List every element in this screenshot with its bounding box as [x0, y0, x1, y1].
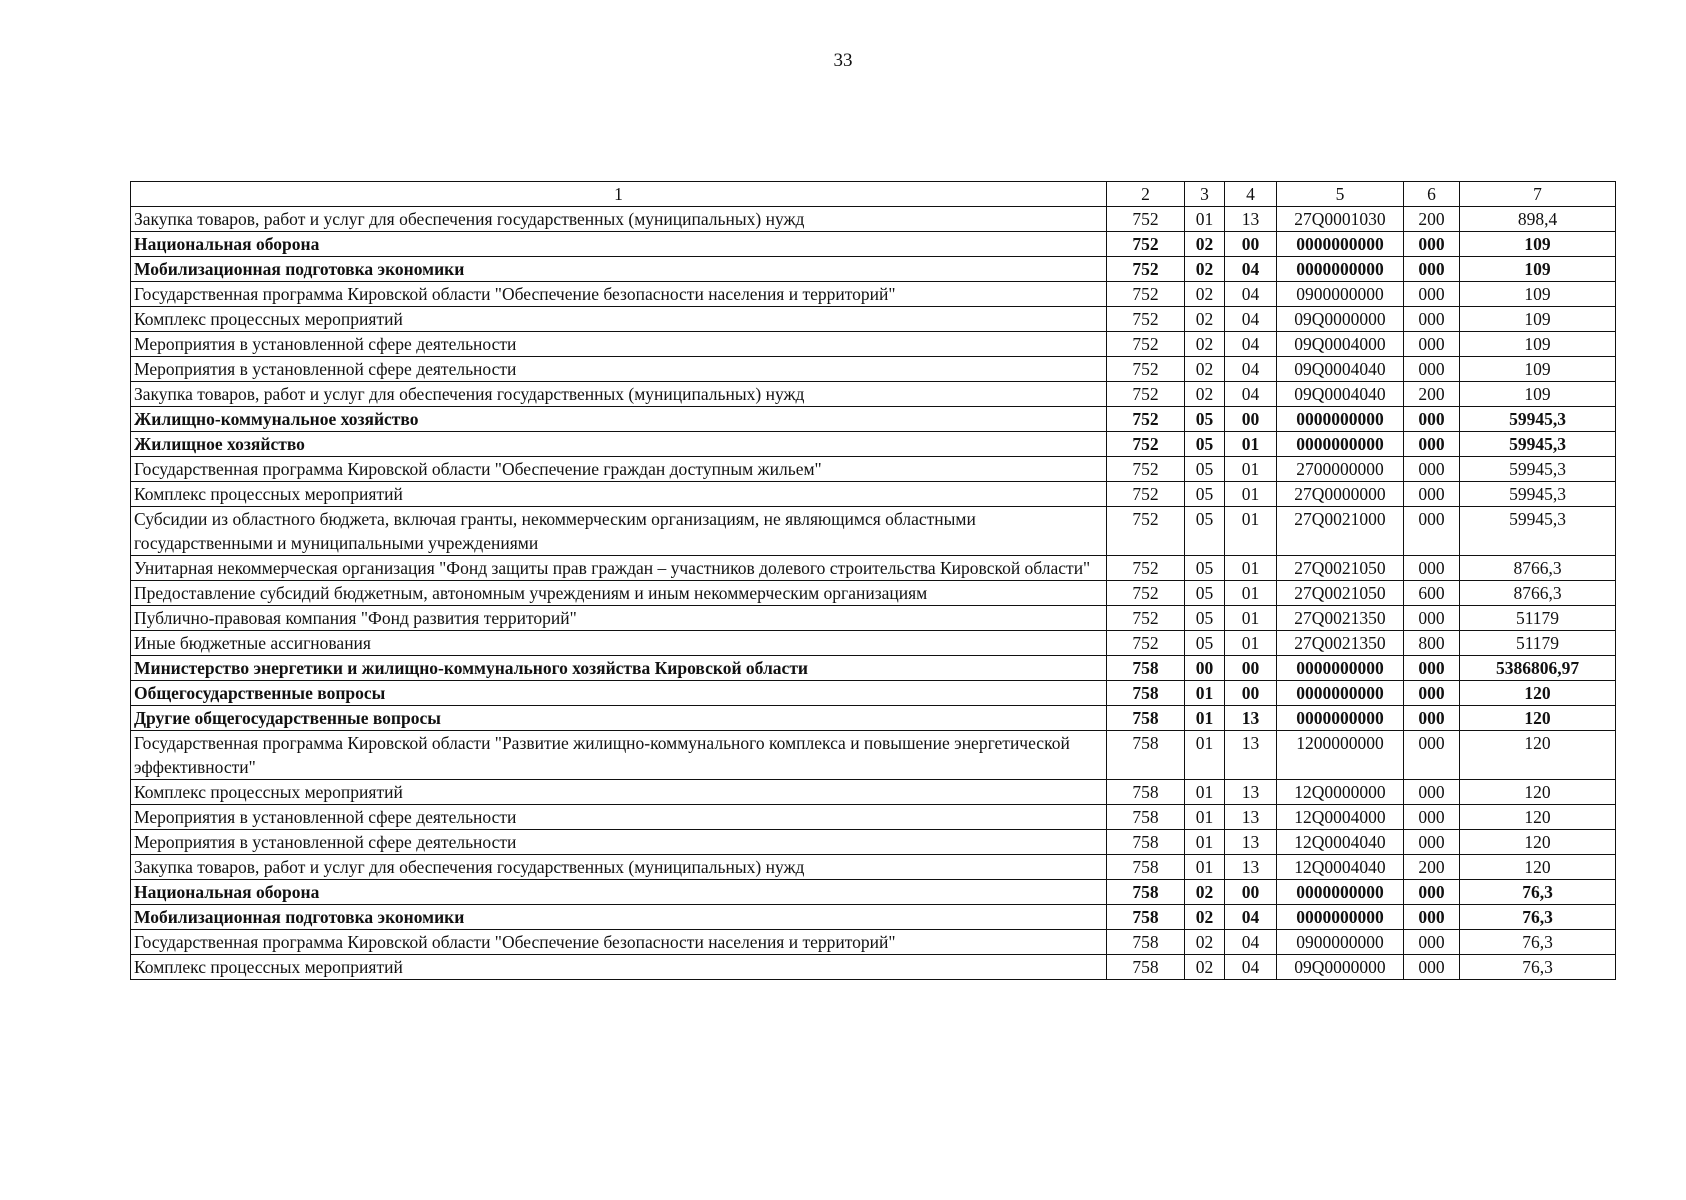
table-row	[131, 731, 1616, 780]
row-name-cell: Другие общегосударственные вопросы	[131, 706, 1107, 731]
row-amount-cell: 120	[1460, 855, 1616, 880]
row-target-cell: 12Q0000000	[1277, 780, 1404, 805]
row-subsection-cell: 00	[1225, 681, 1277, 706]
row-section-cell: 00	[1185, 656, 1225, 681]
row-subsection-cell: 01	[1225, 507, 1277, 556]
table-row	[131, 656, 1616, 681]
row-expense-type-cell: 000	[1404, 282, 1460, 307]
row-code-cell: 758	[1107, 731, 1185, 780]
table-row	[131, 805, 1616, 830]
table-row	[131, 955, 1616, 980]
row-section-cell: 01	[1185, 830, 1225, 855]
row-expense-type-cell: 000	[1404, 805, 1460, 830]
row-name-cell: Государственная программа Кировской области "Обеспечение граждан доступным жильем"	[131, 457, 1107, 482]
row-expense-type-cell: 000	[1404, 955, 1460, 980]
table-row	[131, 382, 1616, 407]
row-name-cell: Государственная программа Кировской области "Обеспечение безопасности населения и территорий"	[131, 930, 1107, 955]
row-amount-cell: 120	[1460, 706, 1616, 731]
row-section-cell: 05	[1185, 631, 1225, 656]
row-subsection-cell: 00	[1225, 232, 1277, 257]
row-subsection-cell: 01	[1225, 606, 1277, 631]
row-amount-cell: 120	[1460, 805, 1616, 830]
row-target-cell: 09Q0000000	[1277, 955, 1404, 980]
row-expense-type-cell: 000	[1404, 656, 1460, 681]
table-row	[131, 681, 1616, 706]
row-code-cell: 758	[1107, 706, 1185, 731]
row-target-cell: 27Q0021350	[1277, 631, 1404, 656]
row-code-cell: 752	[1107, 332, 1185, 357]
row-subsection-cell: 13	[1225, 830, 1277, 855]
row-expense-type-cell: 000	[1404, 357, 1460, 382]
row-section-cell: 01	[1185, 681, 1225, 706]
row-target-cell: 0000000000	[1277, 681, 1404, 706]
row-code-cell: 752	[1107, 556, 1185, 581]
row-amount-cell: 76,3	[1460, 930, 1616, 955]
row-code-cell: 758	[1107, 780, 1185, 805]
row-code-cell: 758	[1107, 681, 1185, 706]
row-subsection-cell: 13	[1225, 780, 1277, 805]
row-expense-type-cell: 000	[1404, 830, 1460, 855]
row-section-cell: 02	[1185, 905, 1225, 930]
row-subsection-cell: 01	[1225, 432, 1277, 457]
row-subsection-cell: 04	[1225, 307, 1277, 332]
row-name-cell: Общегосударственные вопросы	[131, 681, 1107, 706]
row-amount-cell: 109	[1460, 332, 1616, 357]
row-code-cell: 752	[1107, 631, 1185, 656]
row-subsection-cell: 13	[1225, 706, 1277, 731]
row-target-cell: 27Q0021050	[1277, 556, 1404, 581]
row-name-cell: Предоставление субсидий бюджетным, автономным учреждениям и иным некоммерческим организациям	[131, 581, 1107, 606]
row-target-cell: 09Q0004040	[1277, 357, 1404, 382]
row-section-cell: 01	[1185, 780, 1225, 805]
row-name-cell: Государственная программа Кировской области "Развитие жилищно-коммунального комплекса и повышение энергетической эффективности"	[131, 731, 1107, 780]
row-subsection-cell: 13	[1225, 805, 1277, 830]
row-name-cell: Национальная оборона	[131, 880, 1107, 905]
row-subsection-cell: 04	[1225, 257, 1277, 282]
row-name-cell: Закупка товаров, работ и услуг для обеспечения государственных (муниципальных) нужд	[131, 207, 1107, 232]
table-header-row	[131, 182, 1616, 207]
row-subsection-cell: 13	[1225, 855, 1277, 880]
row-section-cell: 05	[1185, 407, 1225, 432]
row-target-cell: 1200000000	[1277, 731, 1404, 780]
table-row	[131, 457, 1616, 482]
row-amount-cell: 109	[1460, 382, 1616, 407]
row-amount-cell: 120	[1460, 731, 1616, 780]
row-code-cell: 758	[1107, 955, 1185, 980]
page-number: 33	[833, 50, 853, 71]
row-name-cell: Государственная программа Кировской области "Обеспечение безопасности населения и территорий"	[131, 282, 1107, 307]
row-name-cell: Мобилизационная подготовка экономики	[131, 905, 1107, 930]
row-target-cell: 09Q0004040	[1277, 382, 1404, 407]
row-name-cell: Жилищно-коммунальное хозяйство	[131, 407, 1107, 432]
row-code-cell: 752	[1107, 382, 1185, 407]
column-header: 4	[1225, 182, 1277, 207]
row-expense-type-cell: 000	[1404, 257, 1460, 282]
row-amount-cell: 51179	[1460, 631, 1616, 656]
row-target-cell: 27Q0021350	[1277, 606, 1404, 631]
row-section-cell: 02	[1185, 307, 1225, 332]
row-section-cell: 02	[1185, 955, 1225, 980]
row-target-cell: 27Q0021000	[1277, 507, 1404, 556]
row-expense-type-cell: 800	[1404, 631, 1460, 656]
row-target-cell: 2700000000	[1277, 457, 1404, 482]
row-name-cell: Мероприятия в установленной сфере деятельности	[131, 332, 1107, 357]
row-section-cell: 02	[1185, 257, 1225, 282]
row-code-cell: 758	[1107, 855, 1185, 880]
row-subsection-cell: 01	[1225, 482, 1277, 507]
row-expense-type-cell: 000	[1404, 606, 1460, 631]
table-row	[131, 357, 1616, 382]
row-section-cell: 05	[1185, 457, 1225, 482]
row-expense-type-cell: 000	[1404, 407, 1460, 432]
row-section-cell: 05	[1185, 507, 1225, 556]
row-subsection-cell: 13	[1225, 731, 1277, 780]
row-subsection-cell: 04	[1225, 930, 1277, 955]
row-section-cell: 05	[1185, 482, 1225, 507]
row-target-cell: 09Q0000000	[1277, 307, 1404, 332]
row-subsection-cell: 04	[1225, 357, 1277, 382]
row-section-cell: 05	[1185, 581, 1225, 606]
row-code-cell: 752	[1107, 606, 1185, 631]
row-name-cell: Жилищное хозяйство	[131, 432, 1107, 457]
row-section-cell: 01	[1185, 706, 1225, 731]
row-expense-type-cell: 000	[1404, 432, 1460, 457]
column-header: 2	[1107, 182, 1185, 207]
row-expense-type-cell: 000	[1404, 556, 1460, 581]
row-expense-type-cell: 000	[1404, 930, 1460, 955]
row-amount-cell: 59945,3	[1460, 507, 1616, 556]
column-header: 3	[1185, 182, 1225, 207]
row-name-cell: Комплекс процессных мероприятий	[131, 955, 1107, 980]
row-target-cell: 0000000000	[1277, 232, 1404, 257]
row-subsection-cell: 00	[1225, 656, 1277, 681]
row-name-cell: Национальная оборона	[131, 232, 1107, 257]
row-section-cell: 05	[1185, 432, 1225, 457]
row-code-cell: 752	[1107, 207, 1185, 232]
column-header: 7	[1460, 182, 1616, 207]
row-amount-cell: 59945,3	[1460, 482, 1616, 507]
row-target-cell: 27Q0000000	[1277, 482, 1404, 507]
table-row	[131, 507, 1616, 556]
table-row	[131, 830, 1616, 855]
row-name-cell: Иные бюджетные ассигнования	[131, 631, 1107, 656]
row-name-cell: Мероприятия в установленной сфере деятельности	[131, 805, 1107, 830]
table-row	[131, 606, 1616, 631]
row-target-cell: 27Q0021050	[1277, 581, 1404, 606]
row-section-cell: 05	[1185, 606, 1225, 631]
row-subsection-cell: 13	[1225, 207, 1277, 232]
table-row	[131, 706, 1616, 731]
row-target-cell: 12Q0004000	[1277, 805, 1404, 830]
row-expense-type-cell: 000	[1404, 731, 1460, 780]
row-section-cell: 02	[1185, 232, 1225, 257]
row-expense-type-cell: 000	[1404, 482, 1460, 507]
row-amount-cell: 109	[1460, 357, 1616, 382]
row-code-cell: 752	[1107, 357, 1185, 382]
row-section-cell: 02	[1185, 332, 1225, 357]
table-row	[131, 482, 1616, 507]
row-code-cell: 758	[1107, 830, 1185, 855]
row-subsection-cell: 04	[1225, 955, 1277, 980]
row-amount-cell: 59945,3	[1460, 407, 1616, 432]
table-row	[131, 855, 1616, 880]
row-expense-type-cell: 600	[1404, 581, 1460, 606]
row-code-cell: 752	[1107, 257, 1185, 282]
table-row	[131, 307, 1616, 332]
row-section-cell: 02	[1185, 282, 1225, 307]
row-target-cell: 0000000000	[1277, 257, 1404, 282]
row-amount-cell: 109	[1460, 257, 1616, 282]
row-target-cell: 0000000000	[1277, 880, 1404, 905]
row-target-cell: 09Q0004000	[1277, 332, 1404, 357]
row-name-cell: Закупка товаров, работ и услуг для обеспечения государственных (муниципальных) нужд	[131, 382, 1107, 407]
row-code-cell: 752	[1107, 482, 1185, 507]
row-amount-cell: 51179	[1460, 606, 1616, 631]
row-name-cell: Публично-правовая компания "Фонд развития территорий"	[131, 606, 1107, 631]
budget-table	[130, 181, 1616, 980]
row-name-cell: Министерство энергетики и жилищно-коммунального хозяйства Кировской области	[131, 656, 1107, 681]
row-section-cell: 01	[1185, 855, 1225, 880]
row-code-cell: 758	[1107, 880, 1185, 905]
row-section-cell: 02	[1185, 357, 1225, 382]
row-expense-type-cell: 000	[1404, 780, 1460, 805]
row-name-cell: Субсидии из областного бюджета, включая гранты, некоммерческим организациям, не являющимся областными государственными и муниципальными учреждениями	[131, 507, 1107, 556]
table-row	[131, 631, 1616, 656]
row-section-cell: 01	[1185, 207, 1225, 232]
row-target-cell: 12Q0004040	[1277, 855, 1404, 880]
row-amount-cell: 76,3	[1460, 955, 1616, 980]
row-section-cell: 02	[1185, 930, 1225, 955]
row-expense-type-cell: 000	[1404, 457, 1460, 482]
row-name-cell: Комплекс процессных мероприятий	[131, 307, 1107, 332]
row-amount-cell: 5386806,97	[1460, 656, 1616, 681]
row-expense-type-cell: 200	[1404, 382, 1460, 407]
row-code-cell: 758	[1107, 805, 1185, 830]
table-row	[131, 257, 1616, 282]
row-section-cell: 01	[1185, 805, 1225, 830]
row-target-cell: 0000000000	[1277, 706, 1404, 731]
row-amount-cell: 8766,3	[1460, 556, 1616, 581]
row-subsection-cell: 01	[1225, 457, 1277, 482]
row-subsection-cell: 01	[1225, 631, 1277, 656]
row-expense-type-cell: 000	[1404, 706, 1460, 731]
row-target-cell: 27Q0001030	[1277, 207, 1404, 232]
table-row	[131, 556, 1616, 581]
row-subsection-cell: 00	[1225, 407, 1277, 432]
row-name-cell: Мероприятия в установленной сфере деятельности	[131, 357, 1107, 382]
row-code-cell: 752	[1107, 307, 1185, 332]
row-code-cell: 758	[1107, 656, 1185, 681]
row-target-cell: 0900000000	[1277, 282, 1404, 307]
row-amount-cell: 120	[1460, 780, 1616, 805]
row-name-cell: Мероприятия в установленной сфере деятельности	[131, 830, 1107, 855]
row-target-cell: 0000000000	[1277, 407, 1404, 432]
row-target-cell: 0000000000	[1277, 432, 1404, 457]
row-expense-type-cell: 000	[1404, 307, 1460, 332]
row-code-cell: 752	[1107, 282, 1185, 307]
row-subsection-cell: 04	[1225, 282, 1277, 307]
row-amount-cell: 120	[1460, 681, 1616, 706]
row-target-cell: 0000000000	[1277, 656, 1404, 681]
table-row	[131, 780, 1616, 805]
row-target-cell: 0900000000	[1277, 930, 1404, 955]
row-expense-type-cell: 200	[1404, 855, 1460, 880]
table-row	[131, 232, 1616, 257]
row-amount-cell: 120	[1460, 830, 1616, 855]
table-row	[131, 407, 1616, 432]
row-code-cell: 752	[1107, 407, 1185, 432]
row-name-cell: Унитарная некоммерческая организация "Фонд защиты прав граждан – участников долевого строительства Кировской области"	[131, 556, 1107, 581]
row-amount-cell: 898,4	[1460, 207, 1616, 232]
row-target-cell: 0000000000	[1277, 905, 1404, 930]
table-row	[131, 207, 1616, 232]
row-amount-cell: 59945,3	[1460, 432, 1616, 457]
row-expense-type-cell: 000	[1404, 905, 1460, 930]
row-expense-type-cell: 000	[1404, 681, 1460, 706]
row-name-cell: Закупка товаров, работ и услуг для обеспечения государственных (муниципальных) нужд	[131, 855, 1107, 880]
row-section-cell: 05	[1185, 556, 1225, 581]
row-expense-type-cell: 000	[1404, 507, 1460, 556]
table-row	[131, 905, 1616, 930]
row-amount-cell: 109	[1460, 307, 1616, 332]
row-code-cell: 752	[1107, 432, 1185, 457]
column-header: 6	[1404, 182, 1460, 207]
row-code-cell: 752	[1107, 507, 1185, 556]
row-expense-type-cell: 000	[1404, 880, 1460, 905]
row-code-cell: 752	[1107, 457, 1185, 482]
row-section-cell: 01	[1185, 731, 1225, 780]
row-expense-type-cell: 000	[1404, 332, 1460, 357]
row-amount-cell: 8766,3	[1460, 581, 1616, 606]
row-code-cell: 752	[1107, 232, 1185, 257]
row-target-cell: 12Q0004040	[1277, 830, 1404, 855]
column-header: 5	[1277, 182, 1404, 207]
row-amount-cell: 109	[1460, 282, 1616, 307]
row-name-cell: Комплекс процессных мероприятий	[131, 780, 1107, 805]
row-code-cell: 758	[1107, 930, 1185, 955]
row-name-cell: Мобилизационная подготовка экономики	[131, 257, 1107, 282]
row-subsection-cell: 00	[1225, 880, 1277, 905]
row-expense-type-cell: 000	[1404, 232, 1460, 257]
row-subsection-cell: 04	[1225, 382, 1277, 407]
row-amount-cell: 76,3	[1460, 880, 1616, 905]
row-subsection-cell: 01	[1225, 581, 1277, 606]
table-row	[131, 432, 1616, 457]
table-row	[131, 332, 1616, 357]
row-code-cell: 758	[1107, 905, 1185, 930]
row-subsection-cell: 04	[1225, 905, 1277, 930]
table-row	[131, 282, 1616, 307]
row-section-cell: 02	[1185, 382, 1225, 407]
table-row	[131, 581, 1616, 606]
table-body	[131, 207, 1616, 980]
row-amount-cell: 109	[1460, 232, 1616, 257]
row-amount-cell: 59945,3	[1460, 457, 1616, 482]
row-name-cell: Комплекс процессных мероприятий	[131, 482, 1107, 507]
row-section-cell: 02	[1185, 880, 1225, 905]
row-expense-type-cell: 200	[1404, 207, 1460, 232]
row-code-cell: 752	[1107, 581, 1185, 606]
row-subsection-cell: 01	[1225, 556, 1277, 581]
table-row	[131, 880, 1616, 905]
table-row	[131, 930, 1616, 955]
column-header: 1	[131, 182, 1107, 207]
row-amount-cell: 76,3	[1460, 905, 1616, 930]
row-subsection-cell: 04	[1225, 332, 1277, 357]
